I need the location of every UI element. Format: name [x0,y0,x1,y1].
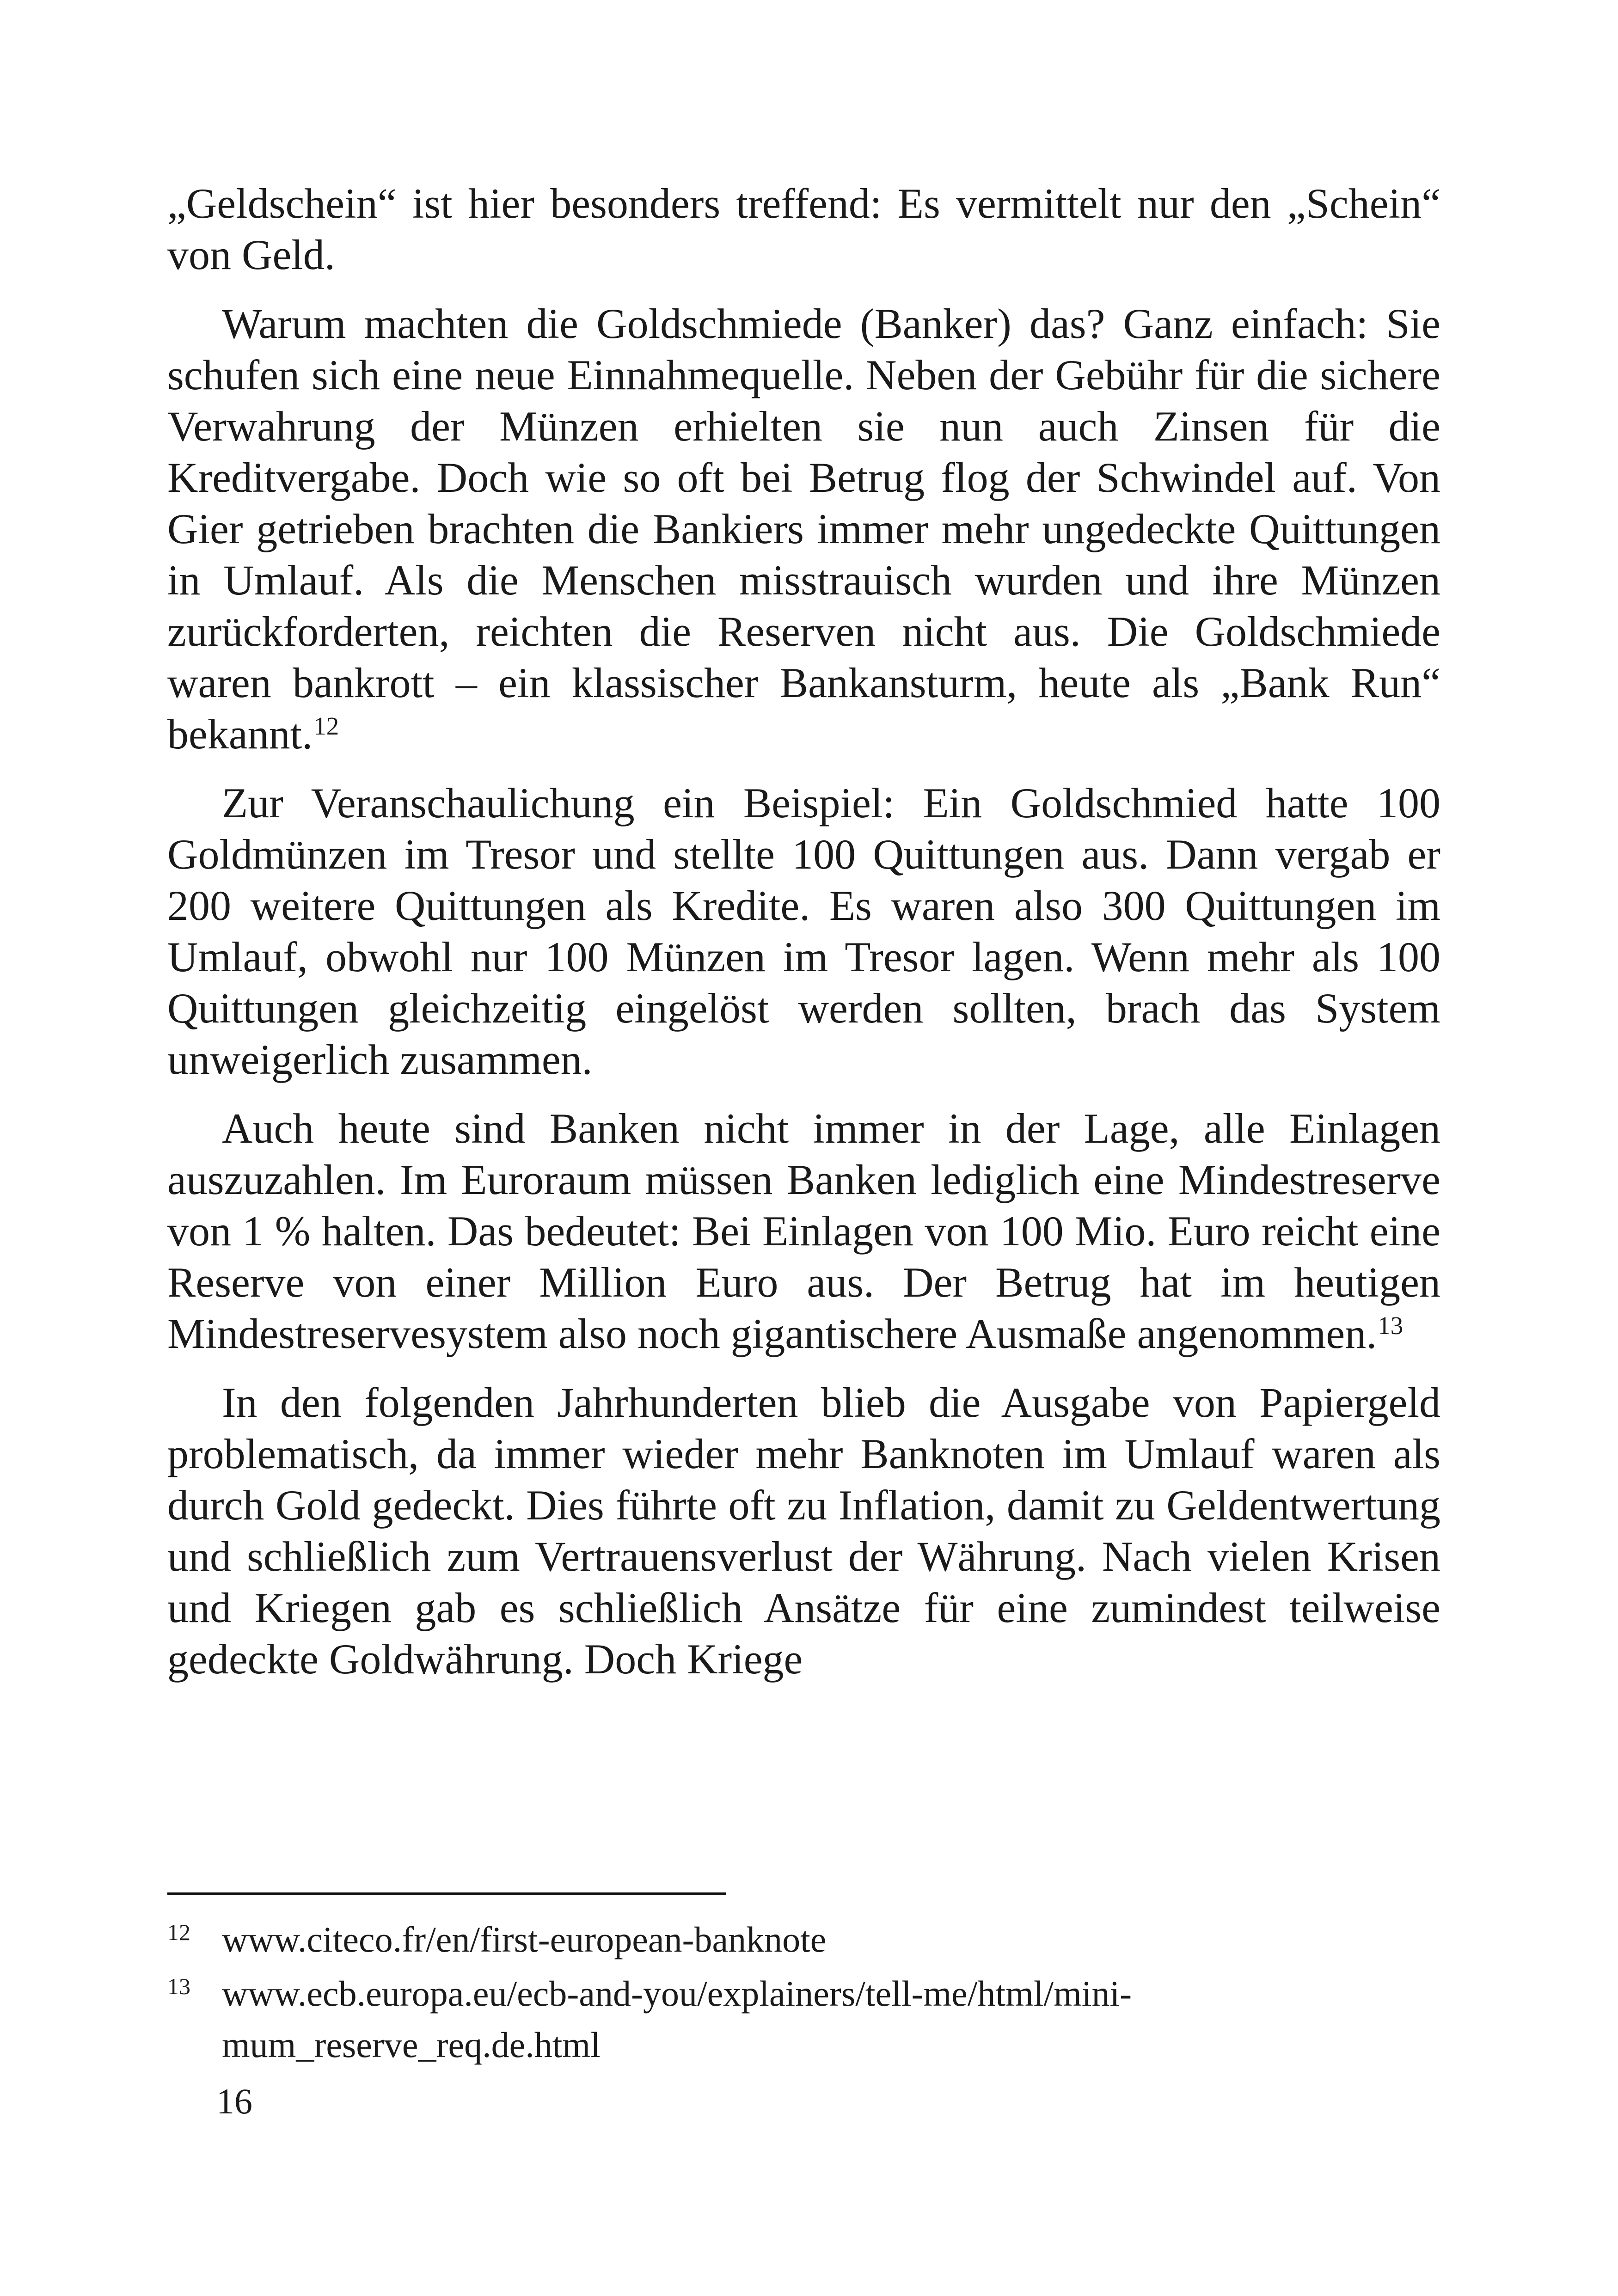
footnote-text: www.ecb.europa.eu/ecb-and-you/explainers/tell-me/html/minimum_reserve_req.de.html [222,1973,1132,2065]
paragraph-4 [167,1103,1440,1359]
paragraph-5 [167,1377,1440,1685]
paragraph-2 [167,298,1440,760]
paragraph-2-text: Warum machten die Goldschmiede (Banker) das? Ganz einfach: Sie schufen sich eine neue Einnahmequelle. Neben der Gebühr für die sichere Verwahrung der Münzen erhielten sie nun auch Zinsen für die Kreditvergabe. Doch wie so oft bei Betrug flog der Schwindel auf. Von Gier getrieben brachten die Bankiers immer mehr ungedeckte Quittungen in Umlauf. Als die Menschen misstrauisch wurden und ihre Münzen zurückforderten, reichten die Reserven nicht aus. Die Goldschmiede waren bankrott – ein klassischer Bankansturm, heute als „Bank Run“ bekannt. [167,300,1440,758]
paragraph-3-text: Zur Veranschaulichung ein Beispiel: Ein Goldschmied hatte 100 Goldmünzen im Tresor und stellte 100 Quittungen aus. Dann vergab er 200 weitere Quittungen als Kredite. Es waren also 300 Quittungen im Umlauf, obwohl nur 100 Münzen im Tresor lagen. Wenn mehr als 100 Quittungen gleichzeitig eingelöst werden sollten, brach das System unweigerlich zusammen. [167,779,1440,1083]
footnote-number: 12 [167,1919,190,1945]
footnote-12 [167,1914,1379,1965]
paragraph-1-text: „Geldschein“ ist hier besonders treffend: Es vermittelt nur den „Schein“ von Geld. [167,180,1440,278]
paragraph-4-text: Auch heute sind Banken nicht immer in der Lage, alle Einlagen auszuzahlen. Im Euroraum müssen Banken lediglich eine Mindestreserve von 1 % halten. Das bedeutet: Bei Einlagen von 100 Mio. Euro reicht eine Reserve von einer Million Euro aus. Der Betrug hat im heutigen Mindestreservesystem also noch gigantischere Ausmaße angenommen. [167,1105,1440,1357]
footnote-ref-12: 12 [313,712,339,740]
paragraph-1 [167,178,1440,281]
body-text [167,178,1440,1702]
footnote-divider [167,1892,726,1895]
page-number: 16 [216,2081,252,2121]
footnote-ref-13: 13 [1378,1311,1403,1340]
paragraph-3 [167,778,1440,1085]
footnotes [167,1914,1379,2073]
footnote-number: 13 [167,1973,190,1999]
paragraph-5-text: In den folgenden Jahrhunderten blieb die Ausgabe von Papiergeld problematisch, da immer wieder mehr Banknoten im Umlauf waren als durch Gold gedeckt. Dies führte oft zu Inflation, damit zu Geldentwertung und schließlich zum Vertrauensverlust der Währung. Nach vielen Krisen und Kriegen gab es schließlich Ansätze für eine zumindest teilweise gedeckte Goldwährung. Doch Kriege [167,1379,1440,1683]
footnote-text: www.citeco.fr/en/first-european-banknote [222,1919,827,1959]
footnote-13 [167,1968,1379,2070]
